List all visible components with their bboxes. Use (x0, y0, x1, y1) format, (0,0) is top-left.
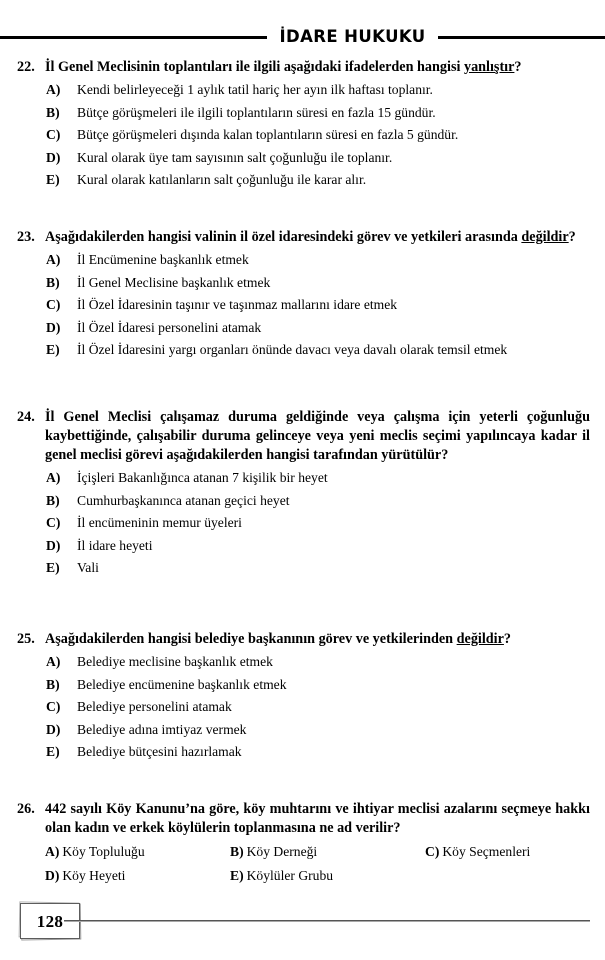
option-a[interactable] (17, 468, 590, 487)
question-number: 24. (17, 409, 35, 425)
page-number: 128 (36, 911, 64, 931)
option-letter: C) (46, 515, 61, 530)
option-c[interactable] (17, 513, 590, 532)
option-text: Belediye bütçesini hazırlamak (77, 744, 242, 759)
option-text: Belediye meclisine başkanlık etmek (77, 654, 273, 669)
option-d[interactable] (17, 318, 590, 337)
option-d[interactable] (17, 148, 590, 167)
option-letter: E) (46, 560, 60, 575)
option-letter: B) (230, 844, 244, 859)
option-e[interactable] (17, 170, 590, 189)
question-number: 25. (17, 631, 35, 647)
option-letter: A) (45, 844, 60, 859)
question-stem: 442 sayılı Köy Kanunu’na göre, köy muhtarını ve ihtiyar meclisi azalarını seçmeye hakkı olan kadın ve erkek köylülerin toplanmasına ne ad verilir? (45, 801, 590, 836)
question-header (17, 228, 590, 247)
question-block (17, 800, 590, 885)
question-number: 23. (17, 229, 35, 245)
option-text: İl Özel İdaresinin taşınır ve taşınmaz mallarını idare etmek (77, 297, 398, 312)
option-list (17, 80, 590, 189)
question-header (17, 58, 590, 77)
header-rule-right (438, 36, 605, 39)
footer-rule-highlight (64, 921, 590, 922)
option-letter: C) (46, 127, 61, 142)
option-text: Cumhurbaşkanınca atanan geçici heyet (77, 492, 290, 508)
option-text: Bütçe görüşmeleri ile ilgili toplantıların süresi en fazla 15 gündür. (77, 104, 436, 120)
question-block (17, 408, 590, 581)
option-letter: C) (425, 844, 440, 859)
option-a[interactable] (17, 652, 590, 671)
option-b[interactable] (17, 675, 590, 694)
option-text: Kural olarak katılanların salt çoğunluğu ile karar alır. (77, 172, 367, 187)
option-text: Köylüler Grubu (246, 868, 334, 883)
option-b[interactable] (230, 842, 425, 861)
option-letter: D) (46, 319, 61, 335)
option-text: İl Genel Meclisine başkanlık etmek (77, 274, 271, 290)
option-letter: D) (46, 537, 61, 553)
option-list (17, 652, 590, 761)
option-d[interactable] (17, 536, 590, 555)
option-text: Köy Derneği (246, 844, 318, 859)
option-text: İl idare heyeti (77, 537, 153, 553)
option-letter: A) (46, 654, 61, 669)
page-number-box (18, 900, 86, 944)
option-letter: C) (46, 699, 61, 714)
header-rule-left (0, 36, 267, 39)
option-letter: A) (46, 82, 61, 97)
question-stem: İl Genel Meclisinin toplantıları ile ilgili aşağıdaki ifadelerden hangisi yanlıştır? (45, 59, 522, 75)
option-e[interactable] (17, 742, 590, 761)
question-stem: Aşağıdakilerden hangisi belediye başkanının görev ve yetkilerinden değildir? (45, 631, 512, 647)
option-e[interactable] (17, 340, 590, 359)
option-text: Bütçe görüşmeleri dışında kalan toplantıların süresi en fazla 5 gündür. (77, 127, 459, 142)
option-letter: E) (46, 744, 60, 759)
option-c[interactable] (17, 697, 590, 716)
option-text: İl encümeninin memur üyeleri (77, 515, 242, 530)
page-header (0, 22, 605, 52)
question-header (17, 408, 590, 465)
page-footer (0, 898, 605, 950)
option-text: İl Encümenine başkanlık etmek (77, 252, 249, 267)
option-b[interactable] (17, 273, 590, 292)
option-letter: E) (46, 172, 60, 187)
option-letter: E) (230, 868, 244, 883)
option-grid (45, 842, 590, 885)
option-b[interactable] (17, 103, 590, 122)
option-d[interactable] (45, 866, 230, 885)
question-block (17, 58, 590, 193)
option-text: İl Özel İdaresini yargı organları önünde davacı veya davalı olarak temsil etmek (77, 342, 508, 357)
option-text: Kendi belirleyeceği 1 aylık tatil hariç her ayın ilk haftası toplanır. (77, 82, 433, 97)
question-number: 22. (17, 59, 35, 75)
option-text: Belediye personelini atamak (77, 699, 232, 714)
option-letter: E) (46, 342, 60, 357)
option-letter: A) (46, 470, 61, 485)
option-c[interactable] (17, 125, 590, 144)
question-stem: Aşağıdakilerden hangisi valinin il özel idaresindeki görev ve yetkileri arasında değildir? (45, 229, 576, 245)
option-text: Köy Heyeti (62, 868, 126, 883)
question-number: 26. (17, 801, 35, 817)
option-d[interactable] (17, 720, 590, 739)
option-text: Belediye adına imtiyaz vermek (77, 721, 247, 737)
option-text: Belediye encümenine başkanlık etmek (77, 676, 287, 692)
option-letter: C) (46, 297, 61, 312)
option-letter: B) (46, 492, 60, 508)
option-text: İçişleri Bakanlığınca atanan 7 kişilik bir heyet (77, 470, 328, 485)
option-letter: B) (46, 274, 60, 290)
option-e[interactable] (230, 866, 425, 885)
option-c[interactable] (425, 842, 590, 861)
option-list (17, 250, 590, 359)
option-b[interactable] (17, 491, 590, 510)
option-text: İl Özel İdaresi personelini atamak (77, 319, 262, 335)
option-letter: B) (46, 104, 60, 120)
question-header (17, 800, 590, 838)
option-text: Vali (77, 560, 99, 575)
option-text: Köy Topluluğu (62, 844, 145, 859)
question-block (17, 228, 590, 363)
option-text: Köy Seçmenleri (442, 844, 531, 859)
option-letter: B) (46, 676, 60, 692)
option-c[interactable] (17, 295, 590, 314)
question-header (17, 630, 590, 649)
option-letter: D) (46, 721, 61, 737)
option-e[interactable] (17, 558, 590, 577)
option-a[interactable] (45, 842, 230, 861)
question-block (17, 630, 590, 765)
option-text: Kural olarak üye tam sayısının salt çoğunluğu ile toplanır. (77, 149, 393, 165)
option-letter: D) (45, 868, 60, 883)
option-a[interactable] (17, 250, 590, 269)
question-stem: İl Genel Meclisi çalışamaz duruma geldiğinde veya çalışma için yeterli çoğunluğu kaybettiğinde, çalışabilir duruma gelinceye veya yeni meclis seçimi yapılıncaya kadar il genel meclisi görevi aşağıdakilerden hangisi tarafından yürütülür? (45, 409, 590, 463)
option-letter: D) (46, 149, 61, 165)
page-title: İDARE HUKUKU (279, 26, 426, 46)
option-letter: A) (46, 252, 61, 267)
option-a[interactable] (17, 80, 590, 99)
option-list (17, 468, 590, 577)
